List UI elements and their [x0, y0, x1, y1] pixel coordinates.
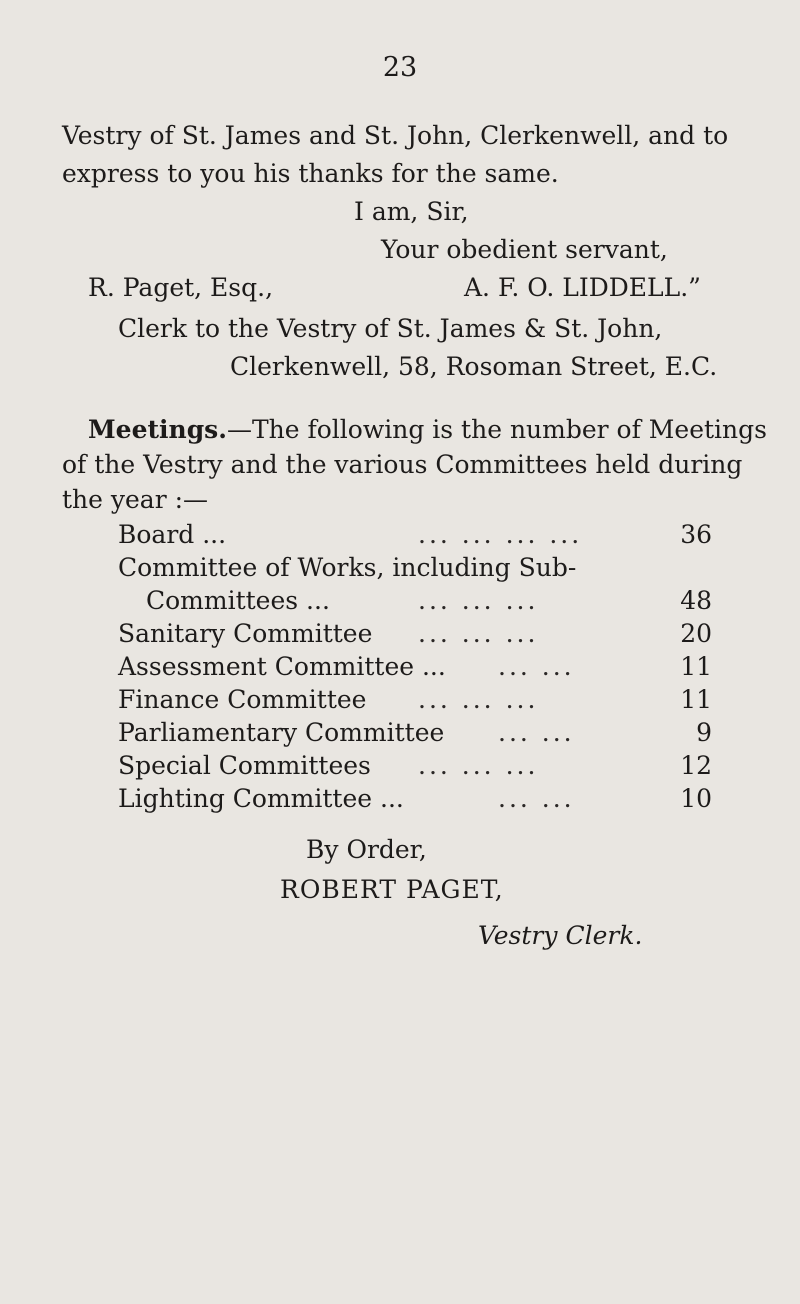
clerk-role: Vestry Clerk. [478, 921, 643, 950]
letter-line-1: Vestry of St. James and St. John, Clerkenwell, and to [62, 121, 729, 150]
leader-dots: ... ... ... ... [418, 520, 583, 549]
leader-dots: ... ... ... [418, 751, 539, 780]
leader-dots: ... ... ... [418, 619, 539, 648]
meetings-intro-line-3: the year :— [62, 485, 209, 514]
letter-closing-2: Your obedient servant, [381, 235, 668, 264]
meeting-label: Committees ... [146, 586, 330, 615]
leader-dots: ... ... [498, 718, 575, 747]
meetings-intro-line-1 [88, 411, 767, 448]
leader-dots: ... ... [498, 784, 575, 813]
meeting-label: Parliamentary Committee [118, 718, 445, 747]
letter-signatory-title-2: Clerkenwell, 58, Rosoman Street, E.C. [230, 352, 718, 381]
meetings-intro-line-2: of the Vestry and the various Committees held during [62, 450, 743, 479]
letter-line-2: express to you his thanks for the same. [62, 159, 559, 188]
meeting-count: 9 [696, 718, 712, 747]
by-order-line: By Order, [306, 835, 427, 864]
letter-signature: A. F. O. LIDDELL.” [464, 273, 701, 302]
meeting-label: Finance Committee [118, 685, 367, 714]
leader-dots: ... ... ... [418, 685, 539, 714]
letter-signatory-title-1: Clerk to the Vestry of St. James & St. John, [118, 314, 663, 343]
leader-dots: ... ... [498, 652, 575, 681]
meeting-count: 11 [680, 685, 712, 714]
meeting-count: 48 [680, 586, 712, 615]
meetings-heading: Meetings. [88, 415, 227, 444]
meeting-label: Committee of Works, including Sub- [118, 553, 577, 582]
letter-closing-1: I am, Sir, [354, 197, 469, 226]
clerk-name: ROBERT PAGET, [280, 875, 504, 904]
leader-dots: ... ... ... [418, 586, 539, 615]
meetings-intro-text: —The following is the number of Meetings [226, 415, 767, 444]
meeting-label: Assessment Committee ... [118, 652, 446, 681]
meeting-count: 10 [680, 784, 712, 813]
page-number: 23 [382, 52, 418, 83]
meeting-count: 12 [680, 751, 712, 780]
meeting-label: Board ... [118, 520, 227, 549]
letter-addressee: R. Paget, Esq., [88, 273, 274, 302]
meeting-count: 20 [680, 619, 712, 648]
meeting-label: Lighting Committee ... [118, 784, 404, 813]
meeting-count: 11 [680, 652, 712, 681]
meeting-count: 36 [680, 520, 712, 549]
meeting-label: Sanitary Committee [118, 619, 373, 648]
meeting-label: Special Committees [118, 751, 371, 780]
